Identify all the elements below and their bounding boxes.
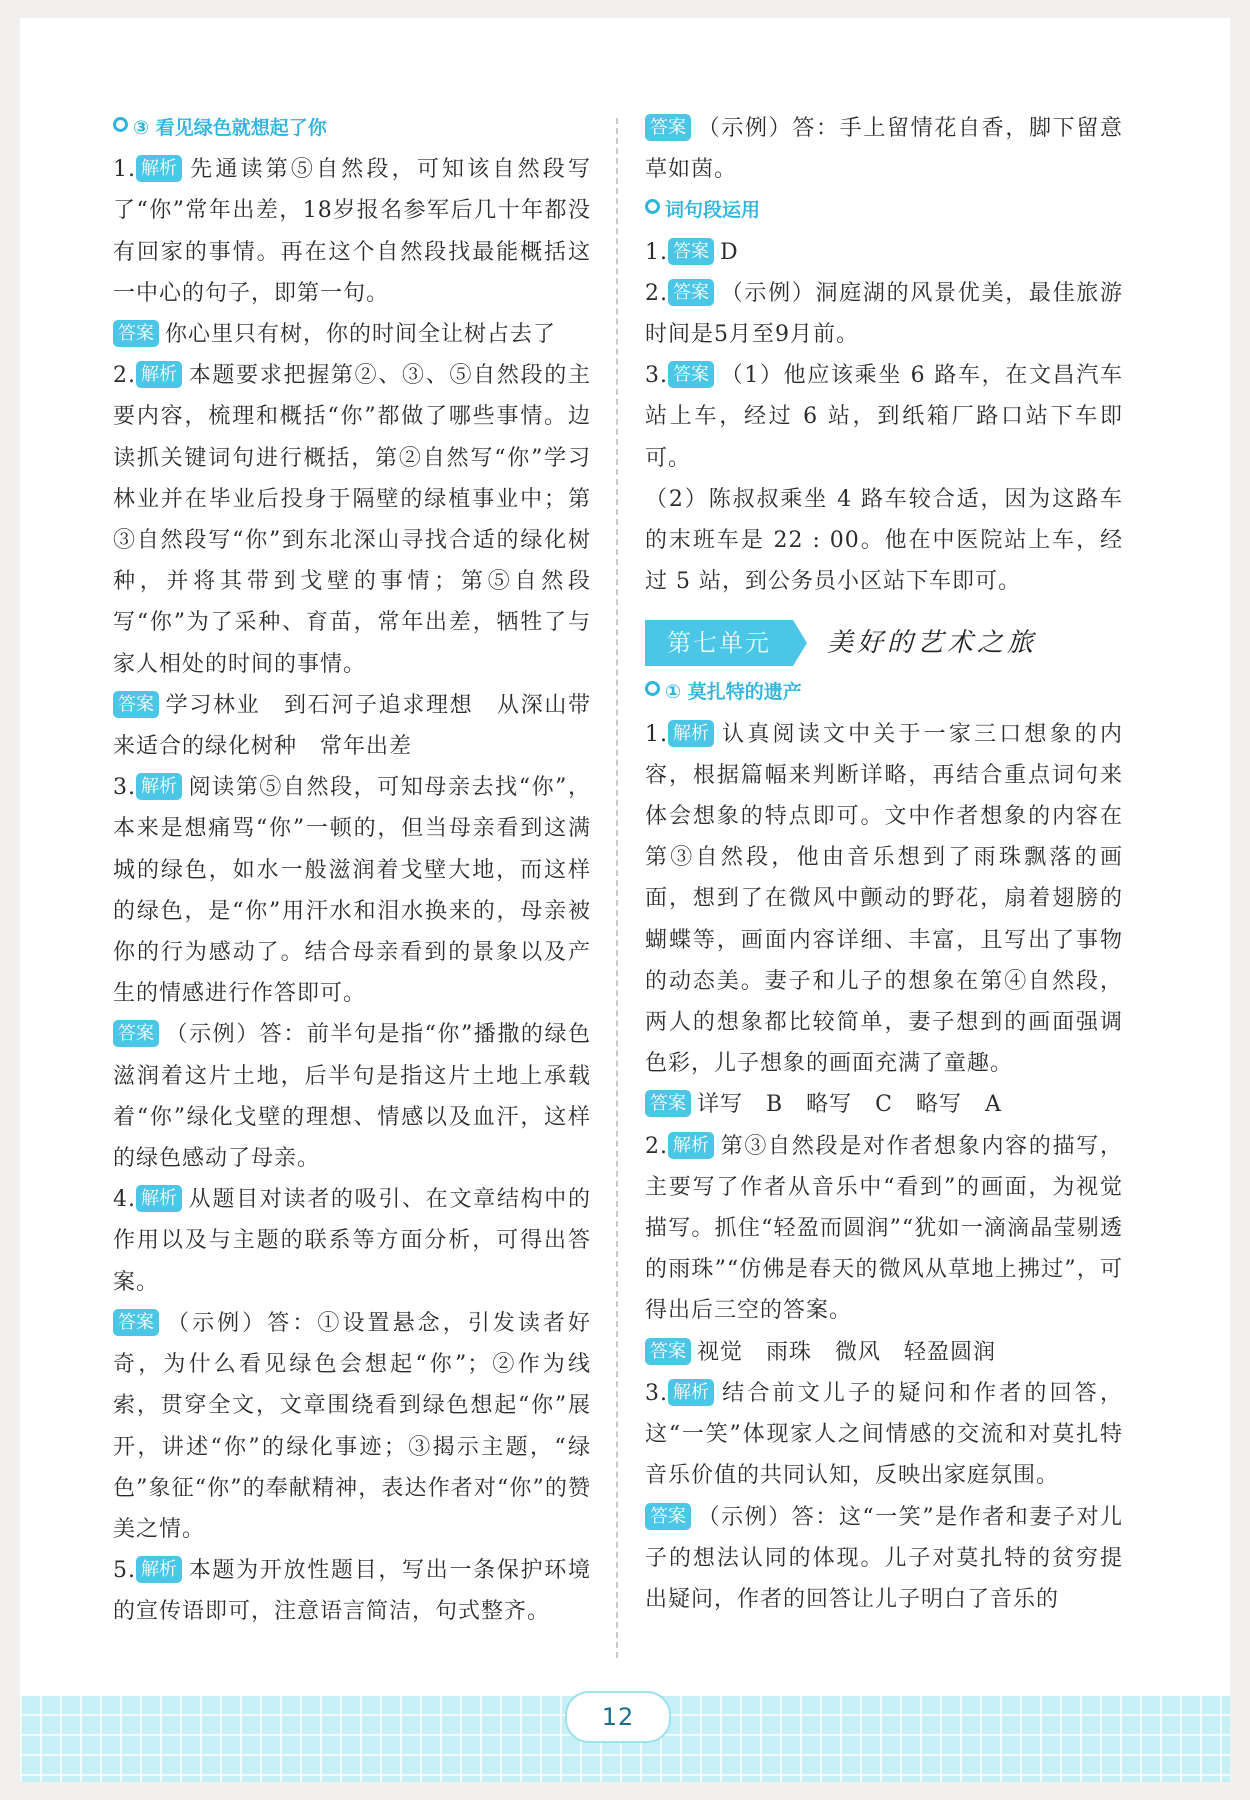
item-text: （1）他应该乘坐 6 路车，在文昌汽车站上车，经过 6 站，到纸箱厂路口站下车即可。: [645, 363, 1123, 471]
question-number: 3.: [645, 363, 668, 389]
answer-badge: 答案: [668, 238, 714, 265]
question-number: 3.: [113, 775, 136, 801]
analysis-badge: 解析: [136, 1185, 182, 1212]
circle-bullet-icon: [645, 199, 660, 214]
item-text: 认真阅读文中关于一家三口想象的内容，根据篇幅来判断详略，再结合重点词句来体会想象的特点即可。文中作者想象的内容在第③自然段，他由音乐想到了雨珠飘落的画面，想到了在微风中颤动的野花，扇着翅膀的蝴蝶等，画面内容详细、丰富，且写出了事物的动态美。妻子和儿子的想象在第④自然段，两人的想象都比较简单，妻子想到的画面强调色彩，儿子想象的画面充满了童趣。: [645, 721, 1123, 1077]
section-heading: [113, 108, 591, 149]
answer-badge: 答案: [645, 1090, 691, 1117]
item-text: 结合前文儿子的疑问和作者的回答，这“一笑”体现家人之间情感的交流和对莫扎特音乐价值的共同认知，反映出家庭氛围。: [645, 1380, 1123, 1489]
answer-item: [645, 1084, 1123, 1125]
answer-badge: 答案: [113, 691, 159, 718]
answer-item: [113, 1014, 591, 1179]
question-number: 3.: [645, 1380, 668, 1406]
answer-item: [645, 1332, 1123, 1373]
answer-badge: 答案: [113, 1020, 159, 1047]
section-heading: [645, 190, 1123, 231]
answer-badge: 答案: [113, 320, 159, 347]
item-text: 本题要求把握第②、③、⑤自然段的主要内容，梳理和概括“你”都做了哪些事情。边读抓关键词句进行概括，第②自然写“你”学习林业并在毕业后投身于隔壁的绿植事业中；第③自然段写“你”到东北深山寻找合适的绿化树种，并将其带到戈壁的事情；第⑤自然段写“你”为了采种、育苗，常年出差，牺牲了与家人相处的时间的事情。: [113, 363, 591, 677]
analysis-badge: 解析: [668, 720, 714, 747]
answer-item: [113, 355, 591, 685]
answer-badge: 答案: [645, 114, 691, 141]
column-divider: [616, 118, 618, 1658]
question-number: 1.: [645, 239, 668, 265]
analysis-badge: 解析: [136, 773, 182, 800]
question-number: 2.: [645, 280, 668, 306]
answer-item: [113, 1179, 591, 1303]
analysis-badge: 解析: [136, 155, 182, 182]
section-heading: [645, 672, 1123, 713]
question-number: 4.: [113, 1187, 136, 1213]
answer-item: [113, 1550, 591, 1632]
section-heading-text: ③ 看见绿色就想起了你: [133, 117, 327, 139]
item-text: D: [720, 239, 739, 265]
section-heading-text: ① 莫扎特的遗产: [665, 681, 802, 704]
page-number: 12: [565, 1691, 671, 1743]
answer-item: [645, 714, 1123, 1085]
item-text: 阅读第⑤自然段，可知母亲去找“你”，本来是想痛骂“你”一顿的，但当母亲看到这满城的绿色，如水一般滋润着戈壁大地，而这样的绿色，是“你”用汗水和泪水换来的，母亲被你的行为感动了。结合母亲看到的景象以及产生的情感进行作答即可。: [113, 775, 591, 1007]
answer-badge: 答案: [668, 279, 714, 306]
unit-heading: [645, 618, 1123, 668]
item-text: 先通读第⑤自然段，可知该自然段写了“你”常年出差，18岁报名参军后几十年都没有回家的事情。再在这个自然段找最能概括这一中心的句子，即第一句。: [113, 157, 591, 306]
answer-badge: 答案: [668, 361, 714, 388]
section-heading-text: 词句段运用: [665, 199, 761, 222]
item-text: 学习林业 到石河子追求理想 从深山带来适合的绿化树种 常年出差: [113, 692, 591, 760]
answer-item: [645, 1497, 1123, 1621]
circle-bullet-icon: [113, 117, 128, 132]
answer-item: [645, 355, 1123, 479]
item-text: 第③自然段是对作者想象内容的描写，主要写了作者从音乐中“看到”的画面，为视觉描写。抓住“轻盈而圆润”“犹如一滴滴晶莹剔透的雨珠”“仿佛是春天的微风从草地上拂过”，可得出后三空的答案。: [645, 1133, 1123, 1324]
question-number: 2.: [113, 363, 136, 389]
answer-badge: 答案: [645, 1503, 691, 1530]
right-column: [645, 108, 1123, 1620]
item-text: （2）陈叔叔乘坐 4 路车较合适，因为这路车的末班车是 22 : 00。他在中医院站上车，经过 5 站，到公务员小区站下车即可。: [645, 486, 1123, 595]
item-text: （示例）洞庭湖的风景优美，最佳旅游时间是5月至9月前。: [645, 280, 1123, 348]
analysis-badge: 解析: [668, 1379, 714, 1406]
analysis-badge: 解析: [136, 1556, 182, 1583]
item-text: 你心里只有树，你的时间全让树占去了: [165, 322, 557, 348]
question-number: 2.: [645, 1133, 668, 1159]
left-column: [113, 108, 591, 1633]
unit-name: 美好的艺术之旅: [827, 627, 1038, 658]
answer-item: [645, 1373, 1123, 1497]
answer-item: [113, 314, 591, 355]
analysis-badge: 解析: [668, 1132, 714, 1159]
answer-item: [645, 273, 1123, 355]
answer-badge: 答案: [645, 1338, 691, 1365]
answer-item: [113, 1303, 591, 1550]
answer-item: [645, 232, 1123, 273]
item-text: 详写 B 略写 C 略写 A: [697, 1092, 1002, 1118]
answer-item: [645, 108, 1123, 190]
item-text: 视觉 雨珠 微风 轻盈圆润: [697, 1339, 997, 1365]
unit-tag: 第七单元: [645, 620, 793, 666]
question-number: 5.: [113, 1558, 136, 1584]
circle-bullet-icon: [645, 681, 660, 696]
item-text: （示例）答：这“一笑”是作者和妻子对儿子的想法认同的体现。儿子对莫扎特的贫穷提出疑问，作者的回答让儿子明白了音乐的: [645, 1504, 1123, 1612]
question-number: 1.: [113, 157, 136, 183]
question-number: 1.: [645, 721, 668, 747]
item-text: （示例）答：前半句是指“你”播撒的绿色滋润着这片土地，后半句是指这片土地上承载着“你”绿化戈壁的理想、情感以及血汗，这样的绿色感动了母亲。: [113, 1022, 591, 1172]
answer-item: [645, 1126, 1123, 1332]
answer-item: [113, 767, 591, 1014]
item-text: 本题为开放性题目，写出一条保护环境的宣传语即可，注意语言简洁，句式整齐。: [113, 1558, 591, 1625]
answer-item: [645, 479, 1123, 603]
answer-item: [113, 149, 591, 314]
answer-item: [113, 685, 591, 767]
item-text: 从题目对读者的吸引、在文章结构中的作用以及与主题的联系等方面分析，可得出答案。: [113, 1187, 591, 1295]
item-text: （示例）答：①设置悬念，引发读者好奇，为什么看见绿色会想起“你”；②作为线索，贯穿全文，文章围绕看到绿色想起“你”展开，讲述“你”的绿化事迹；③揭示主题，“绿色”象征“你”的奉献精神，表达作者对“你”的赞美之情。: [113, 1310, 591, 1542]
item-text: （示例）答：手上留情花自香，脚下留意草如茵。: [645, 116, 1123, 183]
answer-badge: 答案: [113, 1309, 159, 1336]
analysis-badge: 解析: [136, 361, 182, 388]
